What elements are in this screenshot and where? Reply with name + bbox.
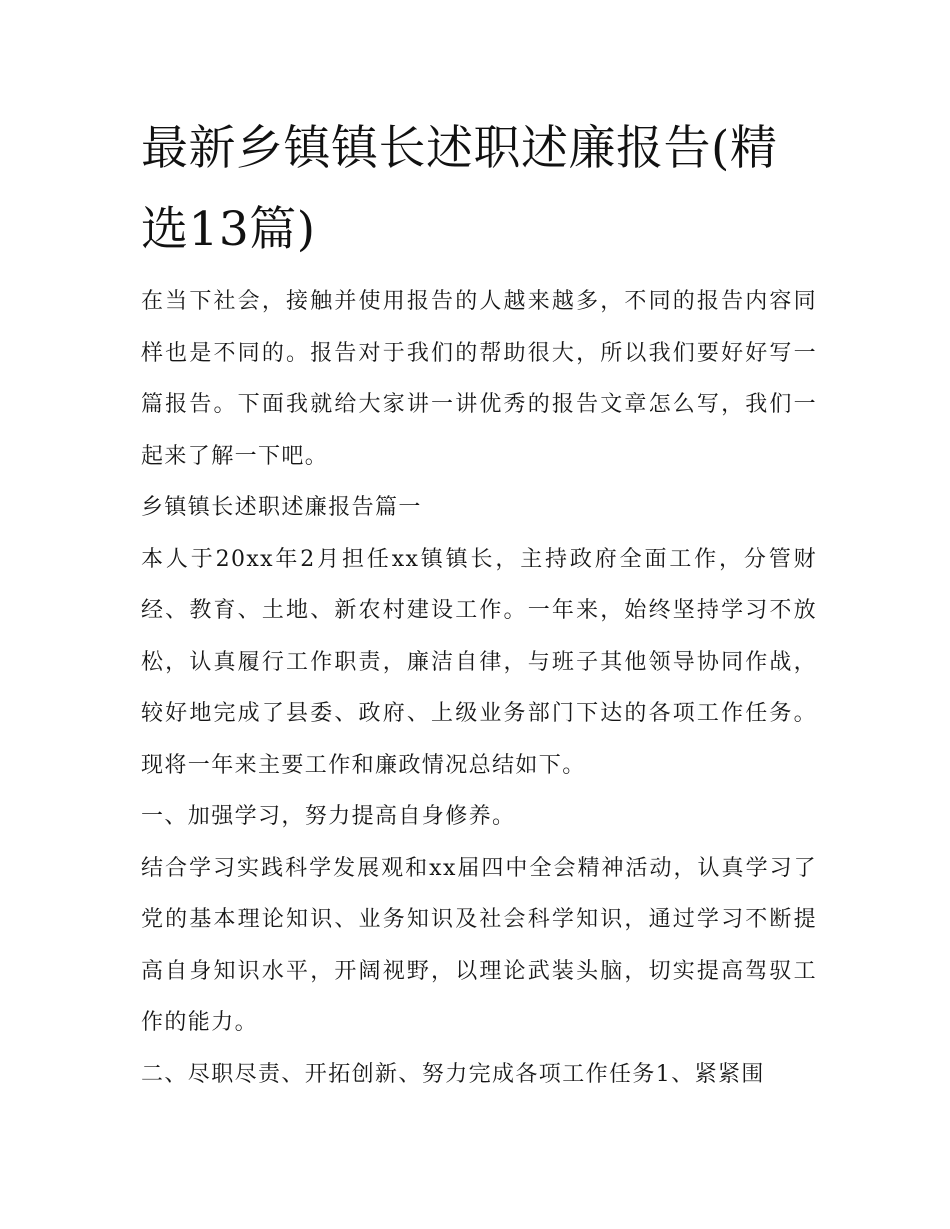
body-paragraph: 本人于20xx年2月担任xx镇镇长，主持政府全面工作，分管财经、教育、土地、新农村建设工作。一年来，始终坚持学习不放松，认真履行工作职责，廉洁自律，与班子其他领导协同作战，较好地完成了县委、政府、上级业务部门下达的各项工作任务。现将一年来主要工作和廉政情况总结如下。	[141, 546, 817, 778]
document-title: 最新乡镇镇长述职述廉报告(精选13篇)	[141, 121, 778, 257]
body-paragraph: 结合学习实践科学发展观和xx届四中全会精神活动，认真学习了党的基本理论知识、业务知识及社会科学知识，通过学习不断提高自身知识水平，开阔视野，以理论武装头脑，切实提高驾驭工作的能力。	[141, 855, 817, 1035]
section-heading: 乡镇镇长述职述廉报告篇一	[141, 495, 422, 520]
subheading: 一、加强学习，努力提高自身修养。	[141, 804, 516, 829]
document-body	[141, 276, 817, 1100]
intro-paragraph: 在当下社会，接触并使用报告的人越来越多，不同的报告内容同样也是不同的。报告对于我们的帮助很大，所以我们要好好写一篇报告。下面我就给大家讲一讲优秀的报告文章怎么写，我们一起来了解一下吧。	[141, 289, 817, 469]
subheading: 二、尽职尽责、开拓创新、努力完成各项工作任务1、紧紧围	[141, 1061, 765, 1087]
